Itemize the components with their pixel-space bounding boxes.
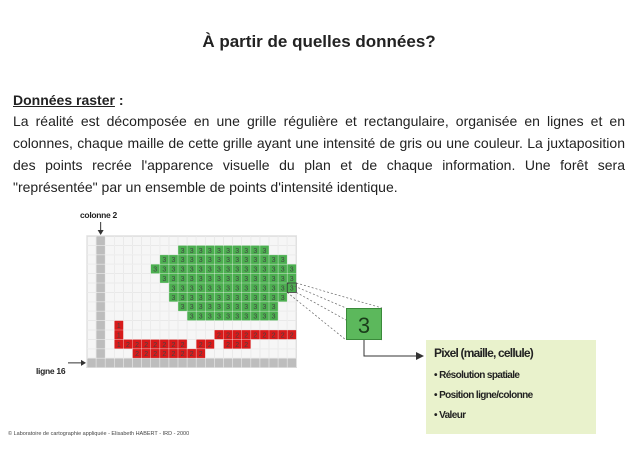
- legend-item-value: • Valeur: [434, 410, 466, 421]
- forest-cell-value: 3: [207, 266, 212, 274]
- road-cell-value: 2: [198, 351, 203, 359]
- forest-cell-value: 3: [235, 313, 240, 321]
- road-cell-value: 2: [180, 341, 185, 349]
- forest-cell-value: 3: [253, 285, 258, 293]
- road-cell-value: 2: [280, 332, 285, 340]
- forest-cell-value: 3: [189, 266, 194, 274]
- road-cell-value: 2: [216, 332, 221, 340]
- forest-cell-value: 3: [180, 285, 185, 293]
- forest-cell-value: 3: [280, 266, 285, 274]
- forest-cell-value: 3: [207, 276, 212, 283]
- forest-cell-value: 3: [262, 285, 267, 293]
- road-cell-value: 2: [125, 341, 130, 349]
- forest-cell-value: 3: [262, 266, 267, 274]
- road-cell-value: 2: [289, 332, 294, 340]
- forest-cell-value: 3: [253, 313, 258, 321]
- road-cell-value: 2: [207, 341, 212, 349]
- forest-cell-value: 3: [180, 304, 185, 312]
- road-cell-value: 2: [162, 351, 167, 359]
- road-cell-value: 2: [244, 341, 249, 349]
- forest-cell-value: 3: [271, 313, 276, 321]
- legend-connector-line: [364, 340, 418, 356]
- copyright-notice: © Laboratoire de cartographie appliquée - Elisabeth HABERT - IRD - 2000: [8, 431, 190, 437]
- forest-cell-value: 3: [180, 247, 185, 255]
- forest-cell-value: 3: [189, 285, 194, 293]
- forest-cell-value: 3: [162, 266, 167, 274]
- forest-cell-value: 3: [262, 294, 267, 302]
- column-label: colonne 2: [80, 210, 117, 220]
- forest-cell-value: 3: [207, 313, 212, 321]
- road-cell-value: 2: [180, 351, 185, 359]
- forest-cell-value: 3: [216, 294, 221, 302]
- road-cell-value: 2: [235, 332, 240, 340]
- zoom-guide-line: [296, 283, 382, 308]
- road-cell-value: 2: [253, 332, 258, 340]
- road-cell-value: 2: [135, 351, 140, 359]
- forest-cell-value: 3: [289, 285, 294, 293]
- forest-cell-value: 3: [244, 247, 249, 255]
- forest-cell-value: 3: [280, 276, 285, 283]
- section-heading-text: Données raster: [13, 92, 115, 108]
- pixel-legend: [426, 340, 596, 434]
- road-cell-value: 2: [171, 341, 176, 349]
- forest-cell-value: 3: [207, 257, 212, 265]
- row-label: ligne 16: [36, 366, 66, 376]
- forest-cell-value: 3: [180, 294, 185, 302]
- forest-cell-value: 3: [262, 257, 267, 265]
- forest-cell-value: 3: [271, 285, 276, 293]
- forest-cell-value: 3: [216, 276, 221, 283]
- forest-cell-value: 3: [216, 313, 221, 321]
- road-cell-value: 2: [153, 341, 158, 349]
- forest-cell-value: 3: [162, 276, 167, 283]
- forest-cell-value: 3: [244, 276, 249, 283]
- road-cell-value: 2: [226, 332, 231, 340]
- road-cell-value: 2: [171, 351, 176, 359]
- road-cell-value: 2: [144, 341, 149, 349]
- forest-cell-value: 3: [162, 257, 167, 265]
- forest-cell-value: 3: [271, 294, 276, 302]
- forest-cell-value: 3: [253, 304, 258, 312]
- forest-cell-value: 3: [235, 276, 240, 283]
- forest-cell-value: 3: [198, 276, 203, 283]
- forest-cell-value: 3: [244, 257, 249, 265]
- forest-cell-value: 3: [235, 294, 240, 302]
- road-vertical-cell-value: 1: [116, 323, 121, 330]
- road-cell-value: 2: [189, 351, 194, 359]
- forest-cell-value: 3: [198, 266, 203, 274]
- forest-cell-value: 3: [180, 266, 185, 274]
- forest-cell-value: 3: [262, 276, 267, 283]
- forest-cell-value: 3: [271, 266, 276, 274]
- forest-cell-value: 3: [244, 313, 249, 321]
- forest-cell-value: 3: [280, 257, 285, 265]
- forest-cell-value: 3: [226, 285, 231, 293]
- section-paragraph: La réalité est décomposée en une grille régulière et rectangulaire, organisée en lignes et en colonnes, chaque maille de cette grille ayant une intensité de gris ou une couleur. La juxtaposition des points recrée l'apparence visuelle du plan et de chaque information. Une forêt sera "représentée" par un ensemble de points d'intensité identique.: [13, 113, 625, 195]
- forest-cell-value: 3: [180, 276, 185, 283]
- forest-cell-value: 3: [171, 285, 176, 293]
- forest-cell-value: 3: [226, 257, 231, 265]
- row-pointer-head: [81, 360, 86, 366]
- forest-cell-value: 3: [198, 247, 203, 255]
- road-cell-value: 2: [262, 332, 267, 340]
- forest-cell-value: 3: [244, 304, 249, 312]
- road-cell-value: 2: [144, 351, 149, 359]
- section-heading-colon: :: [114, 92, 124, 108]
- forest-cell-value: 3: [216, 247, 221, 255]
- forest-cell-value: 3: [235, 285, 240, 293]
- road-vertical-cell-value: 1: [116, 341, 121, 349]
- legend-item-resolution: • Résolution spatiale: [434, 370, 520, 381]
- forest-cell-value: 3: [235, 304, 240, 312]
- road-cell-value: 2: [135, 341, 140, 349]
- forest-cell-value: 3: [189, 304, 194, 312]
- forest-cell-value: 3: [198, 285, 203, 293]
- forest-cell-value: 3: [189, 313, 194, 321]
- legend-title: Pixel (maille, cellule): [434, 346, 533, 360]
- forest-cell-value: 3: [153, 266, 158, 274]
- forest-cell-value: 3: [189, 294, 194, 302]
- forest-cell-value: 3: [244, 266, 249, 274]
- forest-cell-value: 3: [216, 285, 221, 293]
- forest-cell-value: 3: [216, 304, 221, 312]
- forest-cell-value: 3: [207, 294, 212, 302]
- forest-cell-value: 3: [198, 304, 203, 312]
- forest-cell-value: 3: [226, 294, 231, 302]
- forest-cell-value: 3: [207, 304, 212, 312]
- road-vertical-cell-value: 1: [116, 332, 121, 340]
- forest-cell-value: 3: [216, 266, 221, 274]
- forest-cell-value: 3: [262, 313, 267, 321]
- forest-cell-value: 3: [235, 257, 240, 265]
- forest-cell-value: 3: [207, 247, 212, 255]
- road-cell-value: 2: [271, 332, 276, 340]
- column-pointer-head: [98, 230, 104, 235]
- forest-cell-value: 3: [180, 257, 185, 265]
- forest-cell-value: 3: [226, 266, 231, 274]
- forest-cell-value: 3: [253, 257, 258, 265]
- forest-cell-value: 3: [226, 276, 231, 283]
- forest-cell-value: 3: [235, 247, 240, 255]
- forest-cell-value: 3: [226, 313, 231, 321]
- road-cell-value: 2: [244, 332, 249, 340]
- forest-cell-value: 3: [253, 247, 258, 255]
- row-16-highlight: [87, 358, 296, 367]
- forest-cell-value: 3: [171, 266, 176, 274]
- forest-cell-value: 3: [171, 257, 176, 265]
- forest-cell-value: 3: [226, 304, 231, 312]
- road-cell-value: 2: [162, 341, 167, 349]
- forest-cell-value: 3: [171, 276, 176, 283]
- forest-cell-value: 3: [198, 313, 203, 321]
- forest-cell-value: 3: [235, 266, 240, 274]
- legend-item-position: • Position ligne/colonne: [434, 390, 533, 401]
- forest-cell-value: 3: [271, 276, 276, 283]
- forest-cell-value: 3: [253, 276, 258, 283]
- forest-cell-value: 3: [262, 304, 267, 312]
- forest-cell-value: 3: [216, 257, 221, 265]
- forest-cell-value: 3: [189, 276, 194, 283]
- forest-cell-value: 3: [253, 266, 258, 274]
- forest-cell-value: 3: [226, 247, 231, 255]
- forest-cell-value: 3: [289, 266, 294, 274]
- forest-cell-value: 3: [244, 285, 249, 293]
- forest-cell-value: 3: [198, 294, 203, 302]
- pixel-value-box: 3: [346, 308, 382, 340]
- road-cell-value: 2: [153, 351, 158, 359]
- forest-cell-value: 3: [189, 257, 194, 265]
- road-cell-value: 2: [235, 341, 240, 349]
- forest-cell-value: 3: [207, 285, 212, 293]
- page-title: À partir de quelles données?: [202, 32, 436, 51]
- forest-cell-value: 3: [289, 276, 294, 283]
- road-cell-value: 2: [198, 341, 203, 349]
- road-cell-value: 2: [226, 341, 231, 349]
- forest-cell-value: 3: [271, 257, 276, 265]
- forest-cell-value: 3: [189, 247, 194, 255]
- forest-cell-value: 3: [280, 294, 285, 302]
- forest-cell-value: 3: [171, 294, 176, 302]
- forest-cell-value: 3: [262, 247, 267, 255]
- forest-cell-value: 3: [244, 294, 249, 302]
- forest-cell-value: 3: [271, 304, 276, 312]
- forest-cell-value: 3: [198, 257, 203, 265]
- legend-connector-head: [416, 352, 424, 360]
- forest-cell-value: 3: [280, 285, 285, 293]
- forest-cell-value: 3: [253, 294, 258, 302]
